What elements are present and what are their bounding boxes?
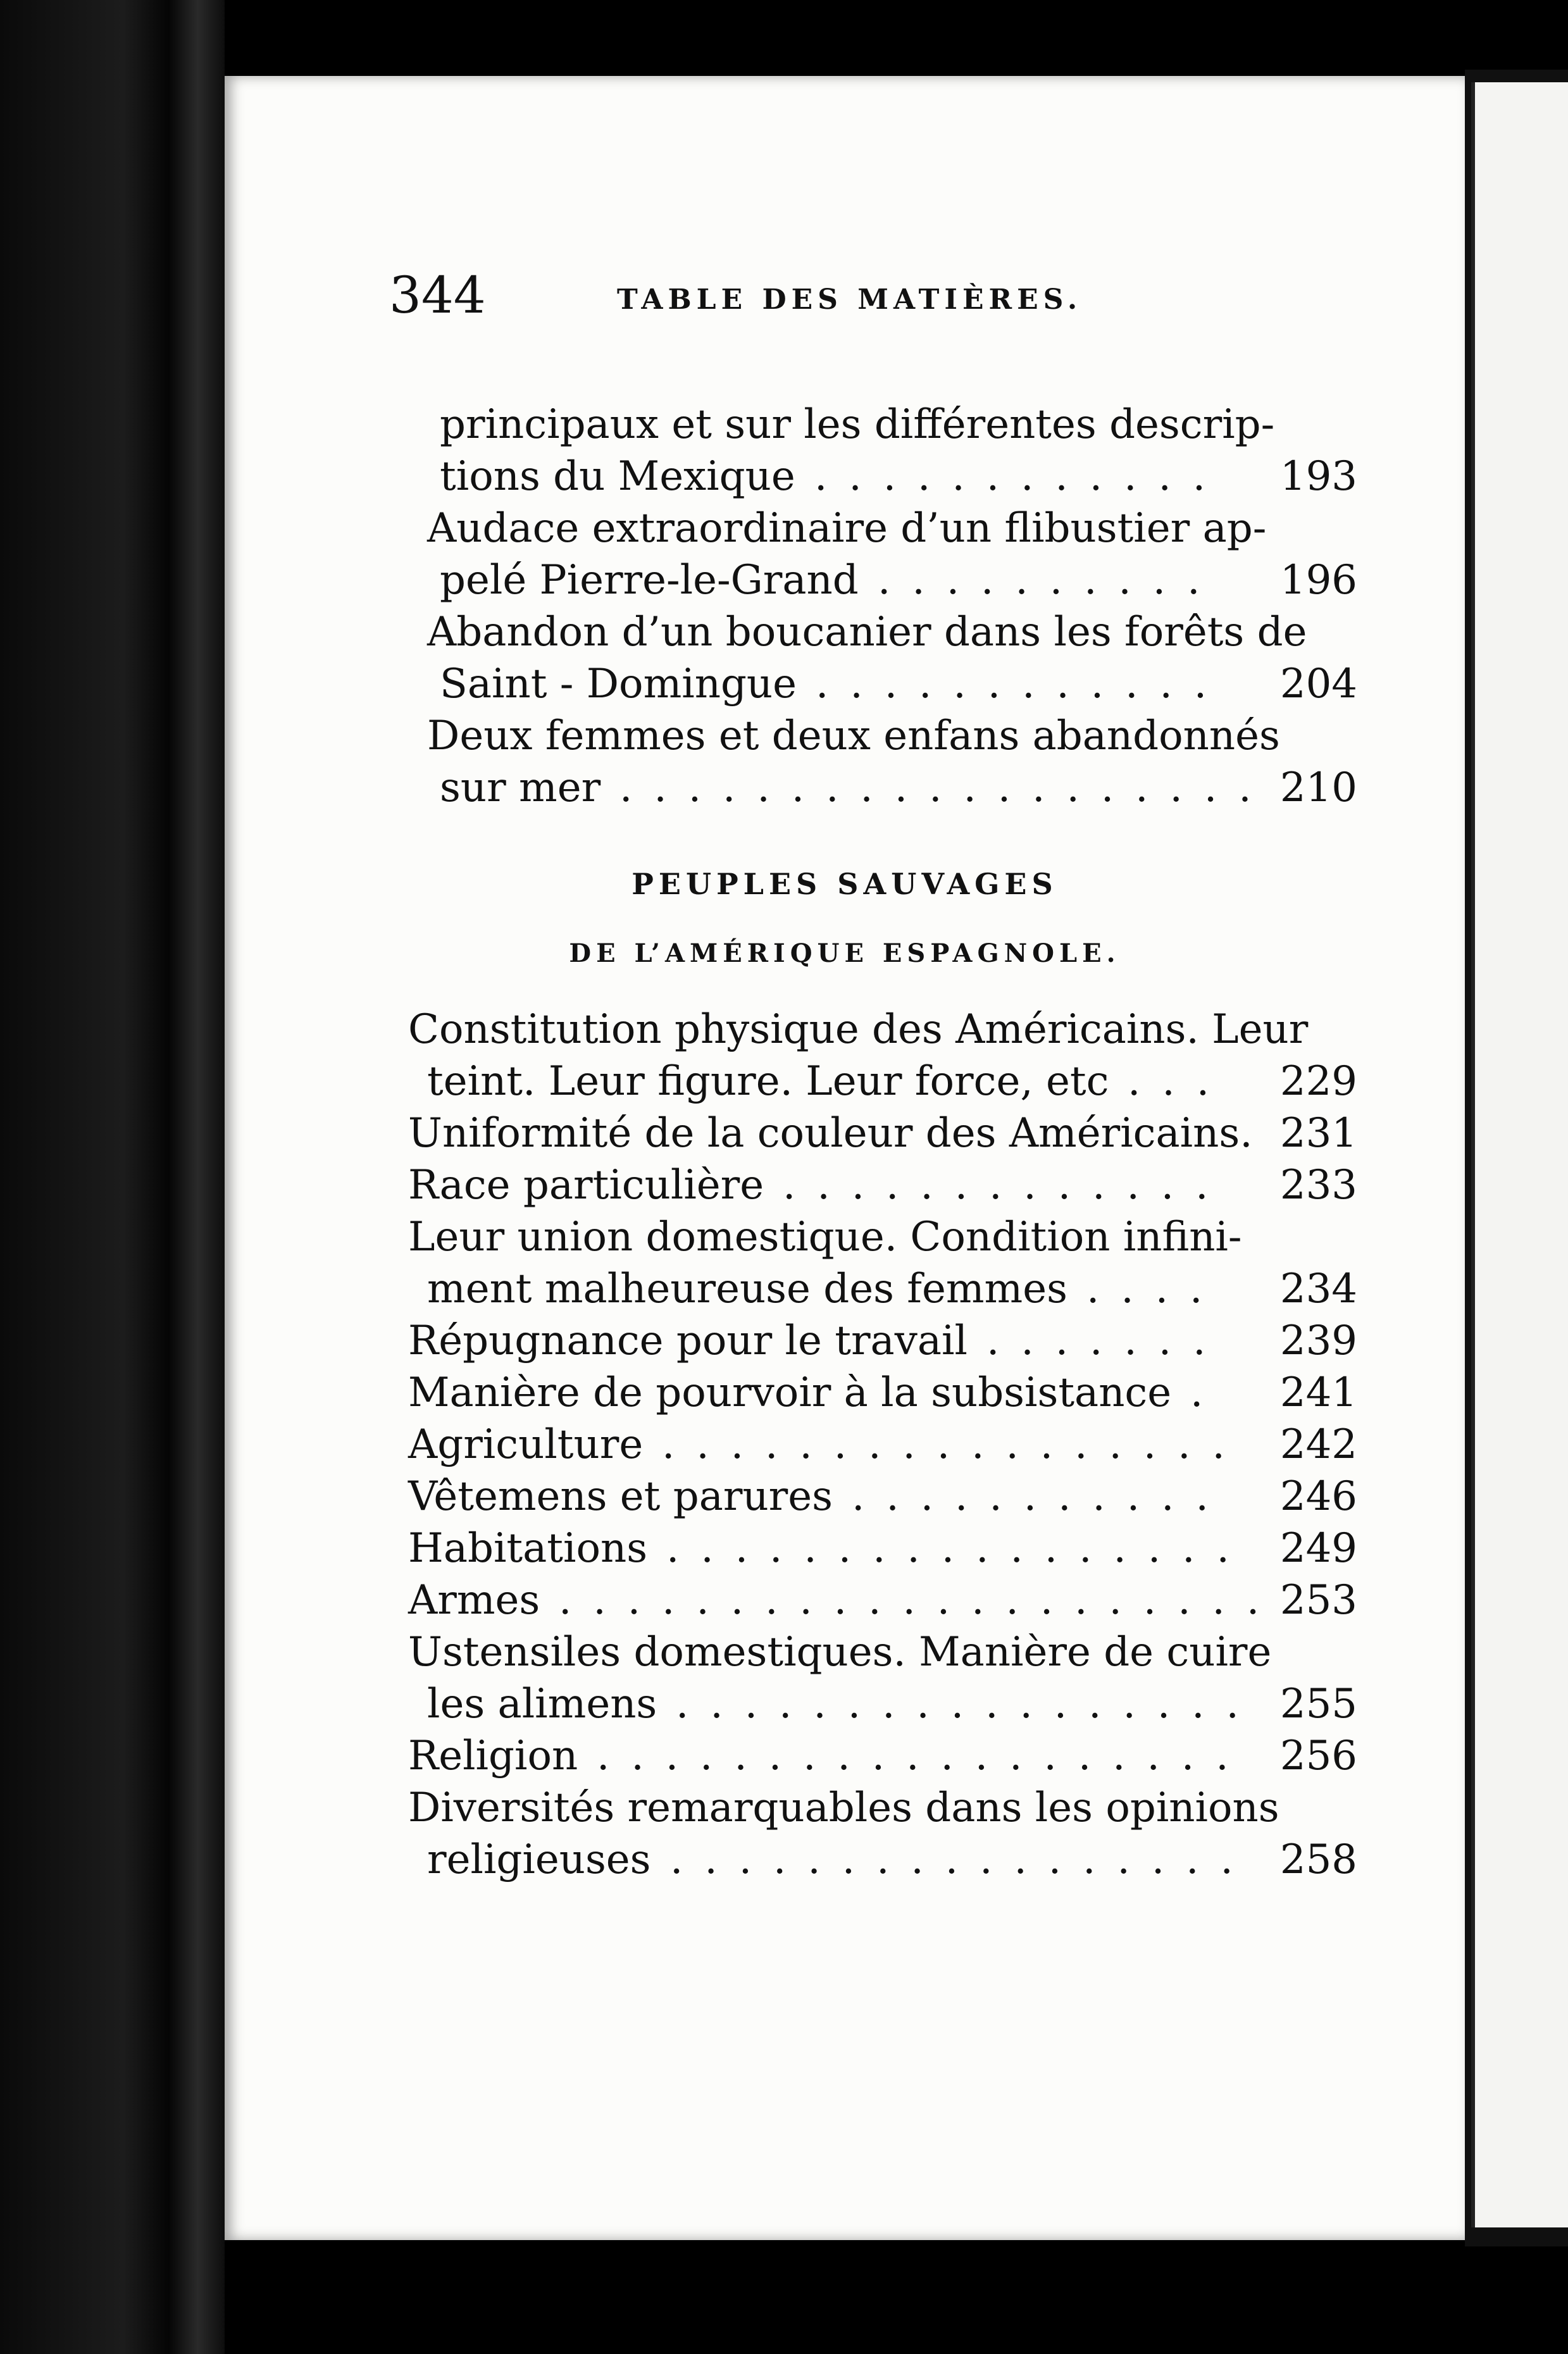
- toc-page-number: 234: [1279, 1266, 1357, 1312]
- toc-entry-text: Vêtemens et parures: [408, 1473, 833, 1520]
- dot-leader: ...................: [619, 764, 1273, 811]
- page-header: [389, 266, 1364, 342]
- toc-entry-text: Diversités remarquables dans les opinions: [408, 1784, 1279, 1831]
- dot-leader: ............: [816, 661, 1229, 707]
- toc-entry-text: Répugnance pour le travail: [408, 1317, 968, 1364]
- toc-entry-text: tions du Mexique: [440, 453, 795, 500]
- toc-entry-text: Agriculture: [408, 1421, 644, 1468]
- dot-leader: .....................: [559, 1577, 1281, 1624]
- dot-leader: .......: [986, 1317, 1228, 1364]
- dot-leader: .................: [662, 1421, 1247, 1468]
- dot-leader: .: [1190, 1369, 1225, 1416]
- toc-page-number: 193: [1279, 453, 1357, 500]
- toc-page-number: 231: [1279, 1110, 1357, 1157]
- toc-entry-text: Leur union domestique. Condition infini-: [408, 1214, 1242, 1261]
- section-title: PEUPLES SAUVAGES: [632, 867, 1058, 901]
- toc-entry-text: teint. Leur figure. Leur force, etc: [427, 1058, 1109, 1105]
- toc-entry-text: religieuses: [427, 1836, 651, 1883]
- toc-page-number: 242: [1279, 1421, 1357, 1468]
- toc-entry-text: Abandon d’un boucanier dans les forêts de: [427, 609, 1307, 656]
- running-title: TABLE DES MATIÈRES.: [617, 283, 1083, 316]
- toc-page-number: 253: [1279, 1577, 1357, 1624]
- toc-entry-text: Armes: [408, 1577, 540, 1624]
- toc-page-number: 229: [1279, 1058, 1357, 1105]
- toc-entry-text: Race particulière: [408, 1162, 764, 1209]
- dot-leader: ............: [814, 453, 1228, 500]
- toc-page-number: 210: [1279, 764, 1357, 811]
- dot-leader: .................: [670, 1836, 1255, 1883]
- toc-page-number: 256: [1279, 1733, 1357, 1779]
- dot-leader: ...: [1128, 1058, 1231, 1105]
- dot-leader: ...........: [852, 1473, 1230, 1520]
- toc-entry-text: Manière de pourvoir à la subsistance: [408, 1369, 1172, 1416]
- toc-entry-text: les alimens: [427, 1681, 657, 1728]
- book-page: [225, 76, 1465, 2240]
- dot-leader: .................: [666, 1525, 1251, 1572]
- toc-page-number: 249: [1279, 1525, 1357, 1572]
- page-number: 344: [389, 266, 486, 325]
- dot-leader: .............: [783, 1162, 1230, 1209]
- dot-leader: ....: [1086, 1266, 1224, 1312]
- dot-leader: ...................: [597, 1733, 1250, 1779]
- dot-leader: ..........: [878, 557, 1222, 604]
- toc-entry-text: pelé Pierre-le-Grand: [440, 557, 859, 604]
- facing-page-edge: [1471, 82, 1568, 2227]
- toc-page-number: 233: [1279, 1162, 1357, 1209]
- toc-page-number: 255: [1279, 1681, 1357, 1728]
- toc-entry-text: Habitations: [408, 1525, 648, 1572]
- toc-entry-text: Constitution physique des Américains. Leur: [408, 1006, 1309, 1053]
- toc-page-number: 196: [1279, 557, 1357, 604]
- toc-entry-text: Uniformité de la couleur des Américains.: [408, 1110, 1253, 1157]
- toc-page-number: 239: [1279, 1317, 1357, 1364]
- toc-page-number: 204: [1279, 661, 1357, 707]
- toc-entry-text: Ustensiles domestiques. Manière de cuire: [408, 1629, 1272, 1676]
- toc-entry-text: Religion: [408, 1733, 578, 1779]
- toc-entry-text: Audace extraordinaire d’un flibustier ap-: [427, 505, 1267, 552]
- book-spine: [0, 0, 225, 2354]
- toc-entry-text: sur mer: [440, 764, 601, 811]
- section-subtitle: DE L’AMÉRIQUE ESPAGNOLE.: [569, 938, 1121, 968]
- toc-page-number: 241: [1279, 1369, 1357, 1416]
- dot-leader: .................: [676, 1681, 1260, 1728]
- toc-entry-text: Deux femmes et deux enfans abandonnés: [427, 713, 1280, 759]
- toc-entry-text: ment malheureuse des femmes: [427, 1266, 1067, 1312]
- toc-page-number: 246: [1279, 1473, 1357, 1520]
- toc-page-number: 258: [1279, 1836, 1357, 1883]
- toc-entry-text: Saint - Domingue: [440, 661, 797, 707]
- toc-entry-text: principaux et sur les différentes descrip-: [440, 401, 1275, 448]
